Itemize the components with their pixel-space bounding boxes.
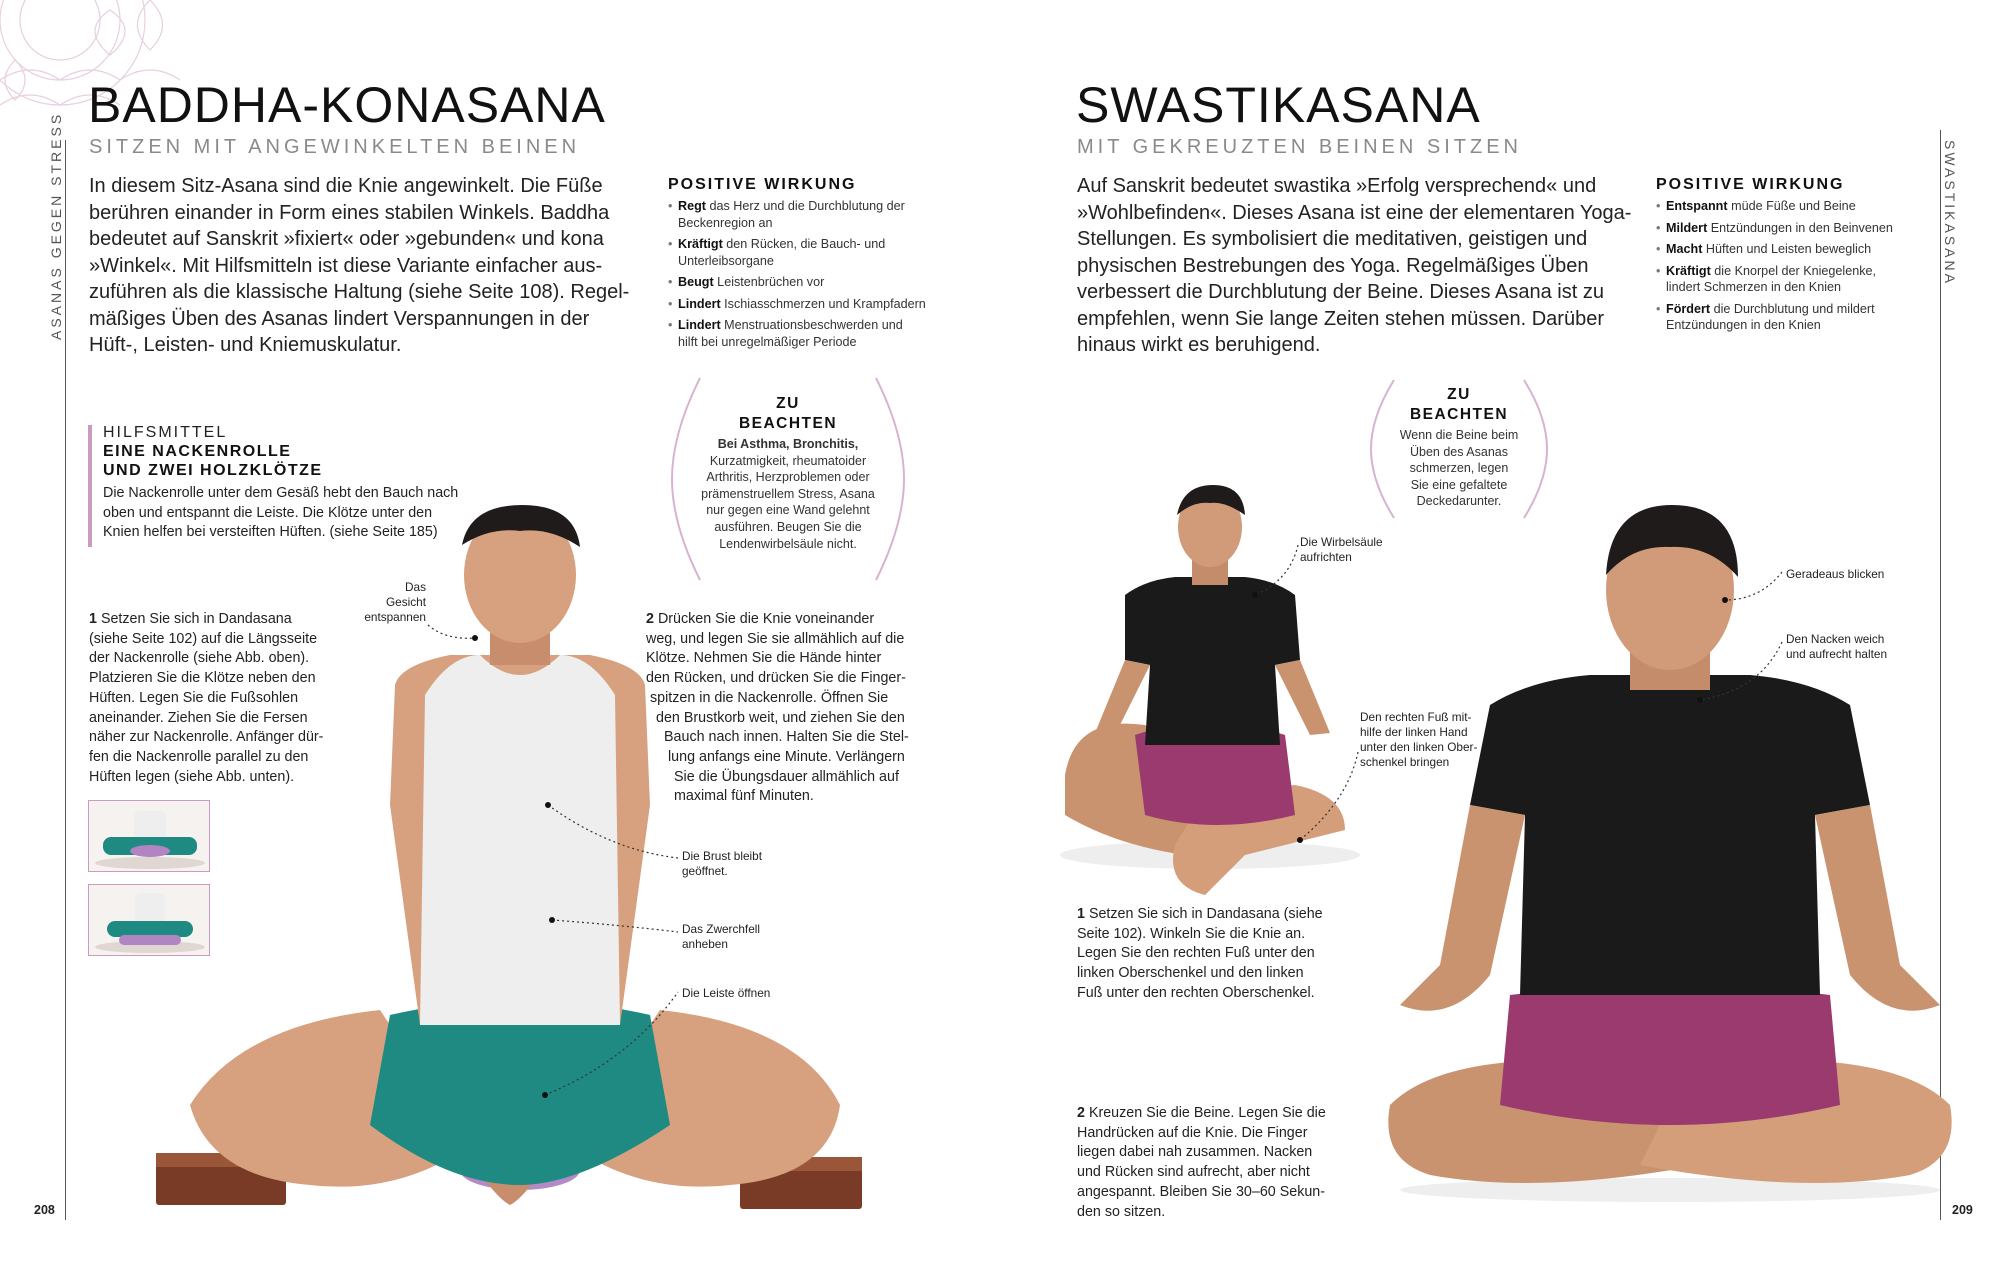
- right-step-1: 1 Setzen Sie sich in Dandasana (siehe Seite 102). Winkeln Sie die Knie an. Legen Sie den rechten Fuß unter den linken Oberschenkel und den linken Fuß unter den rechten Oberschenkel.: [1077, 905, 1347, 1004]
- props-line: Knien helfen bei versteiften Hüften. (siehe Seite 185): [103, 524, 438, 541]
- step-line: aneinander. Ziehen Sie die Fersen: [89, 709, 308, 726]
- left-positive-item: • Regt das Herz und die Durchblutung der Beckenregion an: [668, 198, 958, 231]
- right-note-heading: ZU BEACHTEN: [1409, 386, 1509, 423]
- right-title: SWASTIKASANA: [1076, 77, 1481, 133]
- left-subtitle: SITZEN MIT ANGEWINKELTEN BEINEN: [89, 136, 581, 158]
- callout-diaphragm: Das Zwerchfell anheben: [682, 922, 761, 951]
- left-intro-line: bedeutet auf Sanskrit »fixiert« oder »gebunden« und kona: [89, 228, 604, 250]
- left-intro-line: »Winkel«. Mit Hilfsmitteln ist diese Variante einfacher aus-: [89, 254, 603, 277]
- step-line: Sie die Übungsdauer allmählich auf: [674, 768, 899, 785]
- right-side-label: SWASTIKASANA: [1942, 140, 1958, 286]
- left-step-1: 1 Setzen Sie sich in Dandasana (siehe Seite 102) auf die Längsseite der Nackenrolle (siehe Abb. oben). Platzieren Sie die Klötze neben den Hüften. Legen Sie die Fußsohlen aneinander. Ziehen Sie die Fersen näher zur Nackenrolle. Anfänger dür- fen die Nackenrolle parallel zu den Hüften legen (siehe Abb. unten).: [89, 610, 334, 787]
- props-heading: EINE NACKENROLLE UND ZWEI HOLZKLÖTZE: [103, 443, 323, 479]
- left-note-line: Bei Asthma, Bronchitis,: [717, 437, 859, 451]
- step-line: und Rücken sind aufrecht, aber nicht: [1077, 1164, 1310, 1181]
- step-line: Handrücken auf die Knie. Die Finger: [1077, 1124, 1308, 1141]
- left-intro-line: In diesem Sitz-Asana sind die Knie angewinkelt. Die Füße: [89, 175, 603, 197]
- right-page-number: 209: [1952, 1203, 1973, 1217]
- right-positive-item: • Macht Hüften und Leisten beweglich: [1656, 241, 1926, 258]
- left-positive-item: • Lindert Menstruationsbeschwerden und hilft bei unregelmäßiger Periode: [668, 317, 958, 350]
- callout-spine: Die Wirbelsäule aufrichten: [1300, 535, 1383, 564]
- step-line: (siehe Seite 102) auf die Längsseite: [89, 630, 318, 647]
- left-note-line: nur gegen eine Wand gelehnt: [706, 503, 870, 518]
- right-intro-line: hinaus wirkt es beruhigend.: [1077, 334, 1321, 356]
- right-intro-line: »Wohlbefinden«. Dieses Asana ist eine der elementaren Yoga-: [1077, 201, 1632, 224]
- left-note-line: Arthritis, Herzproblemen oder: [706, 470, 870, 485]
- left-page-number: 208: [34, 1203, 55, 1217]
- props-line: oben und entspannt die Leiste. Die Klötze unter den: [103, 504, 433, 521]
- step-line: fen die Nackenrolle parallel zu den: [89, 748, 309, 765]
- right-subtitle: MIT GEKREUZTEN BEINEN SITZEN: [1077, 136, 1522, 158]
- left-intro-line: berühren einander in Form eines stabilen Winkels. Baddha: [89, 201, 610, 224]
- left-side-label: ASANAS GEGEN STRESS: [48, 111, 64, 340]
- left-step-2: 2 Drücken Sie die Knie voneinander weg, und legen Sie sie allmählich auf die Klötze. Nehmen Sie die Hände hinter den Rücken, und drücken Sie die Finger- spitzen in die Nackenrolle. Öffnen Sie den Brustkorb weit, und ziehen Sie den Bauch nach innen. Halten Sie die Stel- lung anfangs eine Minute. Verlängern Sie die Übungsdauer allmählich auf maximal fünf Minuten.: [646, 610, 926, 807]
- left-note-line: ausführen. Beugen Sie die: [714, 519, 862, 534]
- right-intro-line: physischen Bestrebungen des Yoga. Regelmäßiges Üben: [1077, 254, 1589, 277]
- step-line: der Nackenrolle (siehe Abb. oben).: [89, 650, 310, 667]
- left-note-line: prämenstruellem Stress, Asana: [701, 486, 875, 501]
- step-line: den Rücken, und drücken Sie die Finger-: [646, 670, 906, 687]
- step-line: den Brustkorb weit, und ziehen Sie den: [656, 709, 905, 726]
- right-positive-item: • Fördert die Durchblutung und mildert Entzündungen in den Knien: [1656, 301, 1926, 334]
- step-line: Hüften. Legen Sie die Fußsohlen: [89, 689, 299, 706]
- right-positive-item: • Mildert Entzündungen in den Beinvenen: [1656, 220, 1926, 237]
- callout-chest: Die Brust bleibt geöffnet.: [682, 849, 762, 878]
- props-line: Die Nackenrolle unter dem Gesäß hebt den Bauch nach: [103, 485, 459, 501]
- step-line: Seite 102). Winkeln Sie die Knie an.: [1077, 925, 1306, 942]
- left-note-line: Kurzatmigkeit, rheumatoider: [709, 453, 867, 468]
- step-line: Bauch nach innen. Halten Sie die Stel-: [664, 729, 909, 746]
- step-line: weg, und legen Sie sie allmählich auf die: [646, 630, 905, 647]
- step-line: den so sitzen.: [1077, 1203, 1166, 1220]
- left-note-line: Lendenwirbelsäule nicht.: [719, 536, 857, 551]
- step-line: Platzieren Sie die Klötze neben den: [89, 670, 316, 687]
- right-positive-item: • Kräftigt die Knorpel der Kniegelenke, lindert Schmerzen in den Knien: [1656, 263, 1926, 296]
- step-line: maximal fünf Minuten.: [674, 788, 814, 805]
- right-intro-line: empfehlen, wenn Sie lange Zeiten stehen müssen. Darüber: [1077, 307, 1604, 330]
- left-positive-item: • Beugt Leistenbrüchen vor: [668, 274, 958, 291]
- right-callout-leaders: [1000, 0, 2000, 1280]
- left-intro-line: Hüft-, Leisten- und Kniemuskulatur.: [89, 334, 402, 356]
- step-line: Fuß unter den rechten Oberschenkel.: [1077, 984, 1315, 1001]
- step-line: Hüften legen (siehe Abb. unten).: [89, 768, 295, 785]
- step-line: linken Oberschenkel und den linken: [1077, 965, 1304, 982]
- left-intro-line: zuführen als die klassische Haltung (siehe Seite 108). Regel-: [89, 281, 630, 303]
- right-positive-item: • Entspannt müde Füße und Beine: [1656, 198, 1926, 215]
- callout-face: Das Gesicht entspannen: [364, 580, 426, 624]
- right-intro-line: verbessert die Durchblutung der Beine. Dieses Asana ist zu: [1077, 281, 1604, 303]
- step-line: Legen Sie den rechten Fuß unter den: [1077, 945, 1315, 962]
- right-positive-heading: POSITIVE WIRKUNG: [1656, 176, 1845, 193]
- callout-neck: Den Nacken weich und aufrecht halten: [1786, 632, 1888, 661]
- right-note-line: Deckedarunter.: [1416, 494, 1502, 509]
- step-line: lung anfangs eine Minute. Verlängern: [668, 748, 905, 765]
- left-positive-heading: POSITIVE WIRKUNG: [668, 176, 857, 193]
- left-positive-item: • Kräftigt den Rücken, die Bauch- und Unterleibsorgane: [668, 236, 958, 269]
- right-note-line: Sie eine gefaltete: [1410, 477, 1508, 492]
- right-note-line: Wenn die Beine beim: [1399, 428, 1519, 442]
- left-intro-line: mäßiges Üben des Asanas lindert Verspannungen in der: [89, 307, 590, 330]
- right-intro-line: Stellungen. Es symbolisiert die meditativen, geistigen und: [1077, 228, 1588, 250]
- step-line: liegen dabei nah zusammen. Nacken: [1077, 1144, 1313, 1161]
- callout-look: Geradeaus blicken: [1786, 567, 1885, 581]
- props-label: HILFSMITTEL: [103, 424, 228, 441]
- left-positive-item: • Lindert Ischiasschmerzen und Krampfadern: [668, 296, 958, 313]
- step-line: näher zur Nackenrolle. Anfänger dür-: [89, 729, 324, 746]
- right-note-line: schmerzen, legen: [1409, 461, 1509, 476]
- step-line: angespannt. Bleiben Sie 30–60 Sekun-: [1077, 1183, 1326, 1200]
- right-intro-line: Auf Sanskrit bedeutet swastika »Erfolg versprechend« und: [1077, 175, 1597, 197]
- callout-groin: Die Leiste öffnen: [682, 986, 771, 1000]
- right-step-2: 2 Kreuzen Sie die Beine. Legen Sie die Handrücken auf die Knie. Die Finger liegen dabei nah zusammen. Nacken und Rücken sind aufrecht, aber nicht angespannt. Bleiben Sie 30–60 Sekun- den so sitzen.: [1077, 1104, 1347, 1222]
- step-line: Klötze. Nehmen Sie die Hände hinter: [646, 650, 882, 667]
- step-line: spitzen in die Nackenrolle. Öffnen Sie: [650, 689, 889, 706]
- left-title: BADDHA-KONASANA: [88, 77, 606, 133]
- callout-foot: Den rechten Fuß mit- hilfe der linken Hand unter den linken Ober- schenkel bringen: [1360, 710, 1478, 769]
- right-note-line: Üben des Asanas: [1410, 444, 1508, 459]
- left-note-heading: ZU BEACHTEN: [738, 395, 838, 432]
